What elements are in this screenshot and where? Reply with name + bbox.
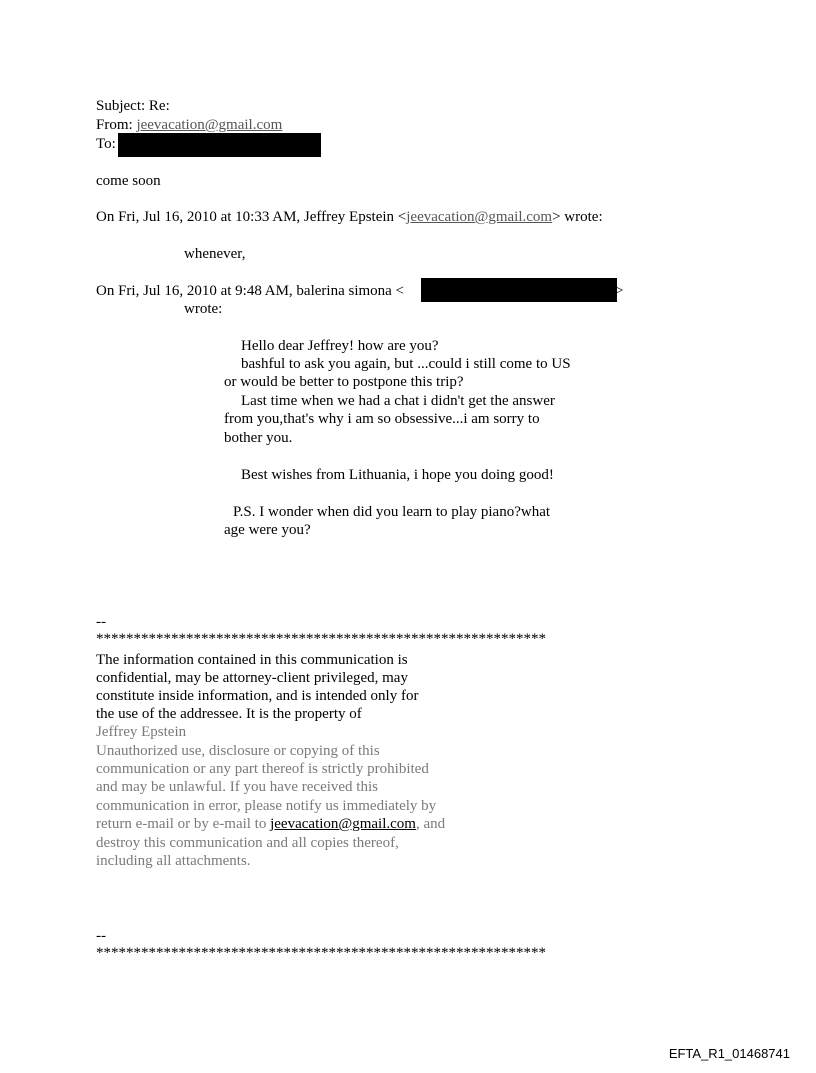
from-label: From: bbox=[96, 117, 133, 133]
disclaimer-gray-line: destroy this communication and all copies thereof, bbox=[96, 835, 399, 851]
disclaimer-gray-line: and may be unlawful. If you have received this bbox=[96, 779, 378, 795]
disclaimer-gray-line: communication in error, please notify us immediately by bbox=[96, 798, 437, 814]
message-line: bother you. bbox=[224, 430, 293, 446]
disclaimer-line: confidential, may be attorney-client privileged, may bbox=[96, 670, 408, 686]
message-line: or would be better to postpone this trip? bbox=[224, 374, 464, 390]
message-line: Last time when we had a chat i didn't get the answer bbox=[241, 393, 555, 409]
disclaimer-line: The information contained in this communication is bbox=[96, 652, 408, 668]
document-id: EFTA_R1_01468741 bbox=[668, 1046, 790, 1061]
quote1-header bbox=[96, 208, 603, 226]
signature-stars: ************************************************************ bbox=[96, 631, 546, 647]
disclaimer-gray-line: including all attachments. bbox=[96, 853, 251, 869]
message-line: bashful to ask you again, but ...could i still come to US bbox=[241, 356, 571, 372]
reply-text: come soon bbox=[96, 173, 161, 189]
redaction-sender-email bbox=[421, 278, 617, 302]
redaction-to bbox=[118, 133, 321, 157]
message-line: Hello dear Jeffrey! how are you? bbox=[241, 338, 439, 354]
quote2-wrote: wrote: bbox=[184, 301, 223, 317]
quote1-text: whenever, bbox=[184, 246, 246, 262]
signature-stars-2: ************************************************************ bbox=[96, 945, 546, 961]
disclaimer-line: constitute inside information, and is intended only for bbox=[96, 688, 419, 704]
quote1-pre: On Fri, Jul 16, 2010 at 10:33 AM, Jeffrey Epstein < bbox=[96, 209, 407, 225]
return-pre: return e-mail or by e-mail to bbox=[96, 816, 271, 832]
disclaimer-gray-line: Jeffrey Epstein bbox=[96, 724, 187, 740]
return-post: , and bbox=[415, 816, 446, 832]
quote2-post: > bbox=[615, 283, 624, 299]
message-line: P.S. I wonder when did you learn to play piano?what bbox=[233, 504, 551, 520]
quote1-post: > wrote: bbox=[552, 209, 603, 225]
disclaimer-return-line bbox=[96, 815, 445, 833]
disclaimer-gray-line: communication or any part thereof is strictly prohibited bbox=[96, 761, 429, 777]
disclaimer-line: the use of the addressee. It is the property of bbox=[96, 706, 362, 722]
signature-dashes: -- bbox=[96, 614, 106, 630]
disclaimer-gray-line: Unauthorized use, disclosure or copying of this bbox=[96, 743, 380, 759]
signature-dashes-2: -- bbox=[96, 928, 106, 944]
quote1-email-link[interactable]: jeevacation@gmail.com bbox=[406, 209, 553, 225]
return-email-link[interactable]: jeevacation@gmail.com bbox=[270, 816, 416, 832]
message-line: age were you? bbox=[224, 522, 311, 538]
message-line: from you,that's why i am so obsessive...i am sorry to bbox=[224, 411, 540, 427]
from-line bbox=[96, 116, 282, 134]
to-label: To: bbox=[96, 136, 116, 152]
message-line: Best wishes from Lithuania, i hope you doing good! bbox=[241, 467, 554, 483]
from-email-link[interactable]: jeevacation@gmail.com bbox=[136, 117, 283, 133]
quote2-header: On Fri, Jul 16, 2010 at 9:48 AM, balerina simona < bbox=[96, 283, 405, 299]
subject-line: Subject: Re: bbox=[96, 98, 170, 114]
